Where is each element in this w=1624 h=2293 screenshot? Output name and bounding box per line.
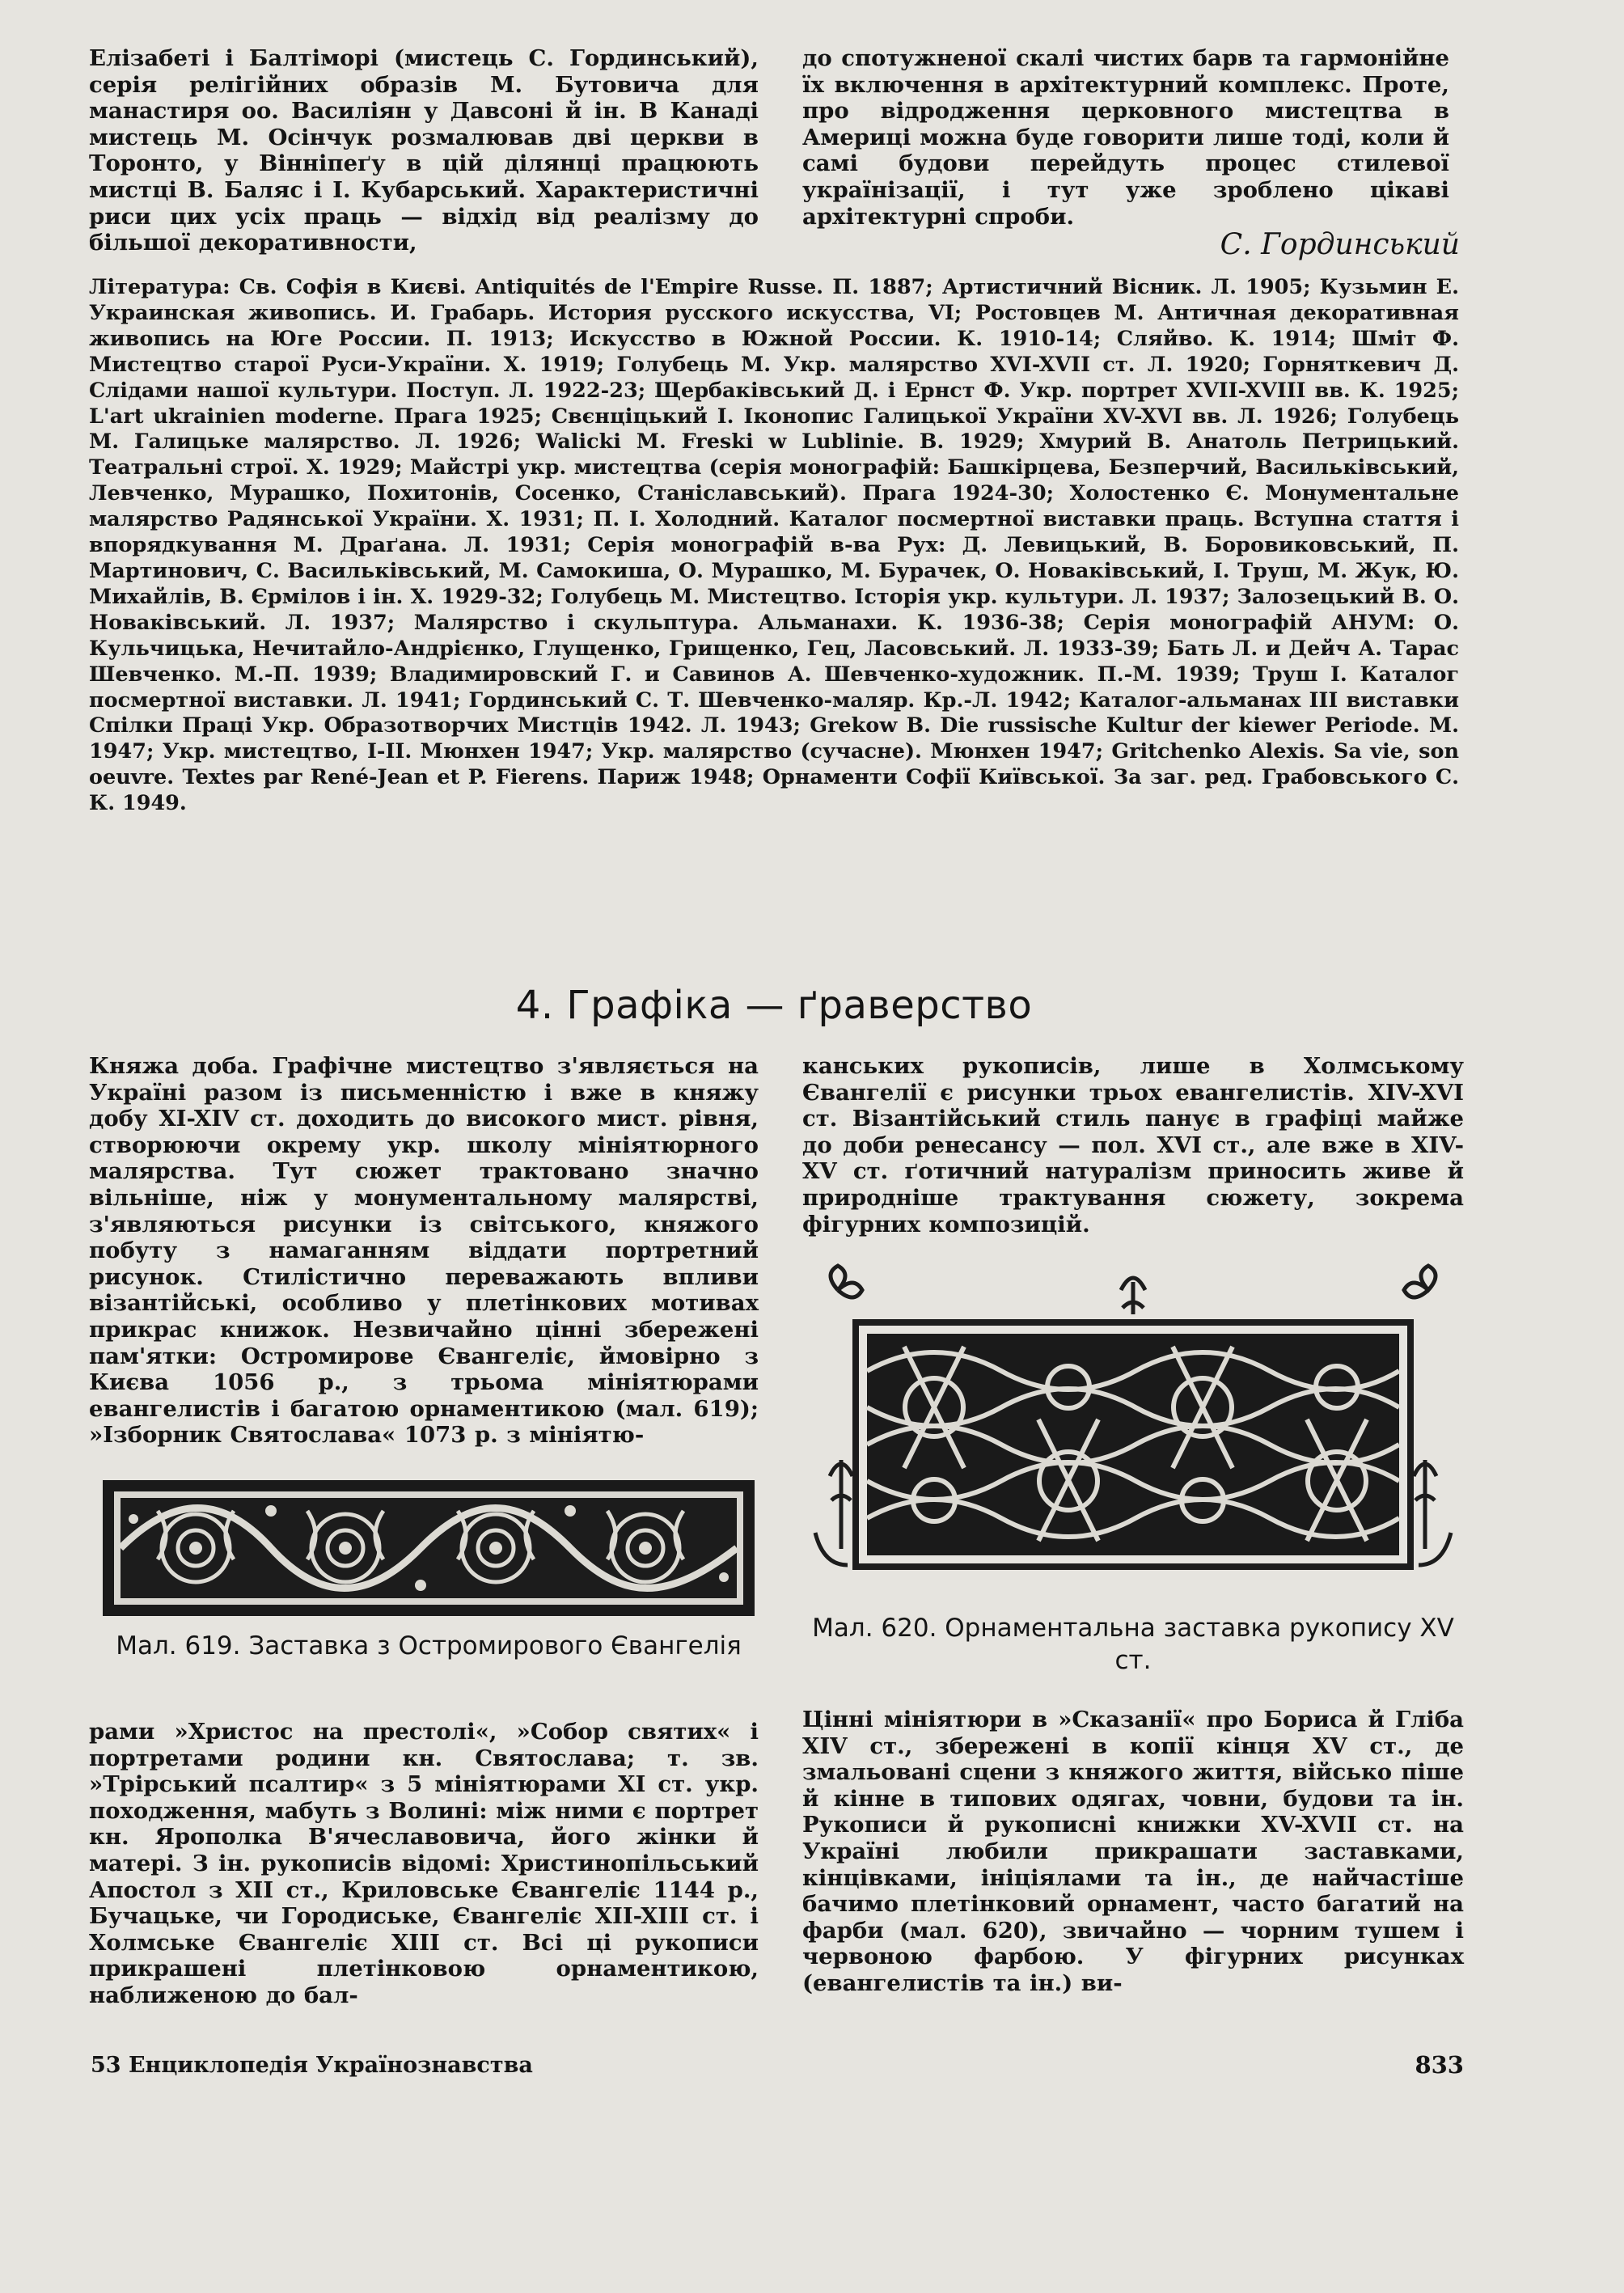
top-left-paragraph: Елізабеті і Балтіморі (мистець С. Гординський), серія релігійних образів М. Бутовича для манастиря оо. Василіян у Давсоні й ін. В Канаді мистець М. Осінчук розмалював дві церкви в Торонто, у Вінніпеґу в цій ділянці працюють мистці В. Баляс і І. Кубарський. Характеристичні риси цих усіх праць — відхід від реалізму до більшої декоративности, — [89, 45, 759, 256]
top-right-paragraph: до спотужненої скалі чистих барв та гармонійне їх включення в архітектурний комплекс. Проте, про відродження церковного мистецтва в Америці можна буде говорити лише тоді, коли й самі будови перейдуть процес стилевої українізації, і тут уже зроблено цікаві архітектурні спроби. — [802, 45, 1449, 230]
figure-620-caption: Мал. 620. Орнаментальна заставка рукопису XV ст. — [812, 1614, 1454, 1675]
ornament-figure-620 — [807, 1258, 1459, 1597]
left-column-paragraph-2: рами »Христос на престолі«, »Собор святих« і портретами родини кн. Святослава; т. зв. »Трірський псалтир« з 5 мініятюрами XI ст. укр. походження, мабуть з Волині: між ними є портрет кн. Ярополка В'ячеславовича, його жінки й матері. З ін. рукописів відомі: Христинопільський Апостол з XII ст., Криловське Євангеліє 1144 р., Бучацьке, чи Городиське, Євангеліє XII-XIII ст. і Холмське Євангеліє XIII ст. Всі ці рукописи прикрашені плетінковою орнаментикою, наближеною до бал- — [89, 1719, 759, 2008]
figure-619-caption: Мал. 619. Заставка з Остромирового Євангелія — [116, 1631, 742, 1661]
author-signature: С. Гординський — [1220, 228, 1460, 261]
section-heading: 4. Графіка — ґраверство — [515, 983, 1033, 1028]
left-column-paragraph-1: Княжа доба. Графічне мистецтво з'являється на Україні разом із письменністю і вже в княжу добу XI-XIV ст. доходить до високого мист. рівня, створюючи окрему укр. школу мініятюрного малярства. Тут сюжет трактовано значно вільніше, ніж у монументальному малярстві, з'являються рисунки із світського, княжого побуту з намаганням віддати портретний рисунок. Стилістично переважають впливи візантійські, особливо у плетінкових мотивах прикрас книжок. Незвичайно цінні збережені пам'ятки: Остромирове Євангеліє, ймовірно з Києва 1056 р., з трьома мініятюрами евангелистів і багатою орнаментикою (мал. 619); »Ізборник Святослава« 1073 р. з мініятю- — [89, 1053, 759, 1449]
footer-volume-label: 53 Енциклопедія Українознавства — [91, 2053, 533, 2078]
page-number: 833 — [1415, 2051, 1464, 2079]
right-column-paragraph-2: Цінні мініятюри в »Сказанії« про Бориса й Гліба XIV ст., збережені в копії кінця XV ст., де змальовані сцени з княжого життя, військо піше й кінне в типових одягах, човни, будови та ін. Рукописи й рукописні книжки XV-XVII ст. на Україні любили прикрашати заставками, кінцівками, ініціялами та ін., де найчастіше бачимо плетінковий орнамент, часто багатий на фарби (мал. 620), звичайно — чорним тушем і червоною фарбою. У фігурних рисунках (евангелистів та ін.) ви- — [802, 1707, 1464, 1996]
right-column-paragraph-1: канських рукописів, лише в Холмському Євангелії є рисунки трьох евангелистів. XIV-XVI ст. Візантійський стиль панує в графіці майже до доби ренесансу — пол. XVI ст., але вже в XIV-XV ст. ґотичний натуралізм приносить живе й природніше трактування сюжету, зокрема фігурних композицій. — [802, 1053, 1464, 1237]
literature-list: Література: Св. Софія в Києві. Antiquités de l'Empire Russe. П. 1887; Артистичний Вісник. Л. 1905; Кузьмин Е. Украинская живопись. И. Грабарь. История русского искусства, VI; Ростовцев М. Античная декоративная живопись на Юге России. П. 1913; Искусство в Южной России. К. 1910-14; Сляйво. К. 1914; Шміт Ф. Мистецтво старої Руси-України. Х. 1919; Голубець М. Укр. малярство XVI-XVII ст. Л. 1920; Горняткевич Д. Слідами нашої культури. Поступ. Л. 1922-23; Щербаківський Д. і Ернст Ф. Укр. портрет XVII-XVIII вв. К. 1925; L'art ukrainien moderne. Прага 1925; Свєнціцький І. Іконопис Галицької України XV-XVI вв. Л. 1926; Голубець М. Галицьке малярство. Л. 1926; Walicki M. Freski w Lublinie. В. 1929; Хмурий В. Анатоль Петрицький. Театральні строї. Х. 1929; Майстрі укр. мистецтва (серія монографій: Башкірцева, Безперчий, Васильківський, Левченко, Мурашко, Похитонів, Сосенко, Станіславський). Прага 1924-30; Холостенко Є. Монументальне малярство Радянської України. Х. 1931; П. І. Холодний. Каталог посмертної виставки праць. Вступна стаття і впорядкування М. Драґана. Л. 1931; Серія монографій в-ва Рух: Д. Левицький, В. Боровиковський, П. Мартинович, С. Васильківський, М. Самокиша, О. Мурашко, М. Бурачек, О. Новаківський, І. Труш, М. Жук, Ю. Михайлів, В. Єрмілов і ін. Х. 1929-32; Голубець М. Мистецтво. Історія укр. культури. Л. 1937; Залозецький В. О. Новаківський. Л. 1937; Малярство і скульптура. Альманахи. К. 1936-38; Серія монографій АНУМ: О. Кульчицька, Нечитайло-Андрієнко, Глущенко, Грищенко, Гец, Ласовський. Л. 1933-39; Бать Л. и Дейч А. Тарас Шевченко. М.-П. 1939; Владимировский Г. и Савинов А. Шевченко-художник. П.-М. 1939; Труш І. Каталог посмертної виставки. Л. 1941; Гординський С. Т. Шевченко-маляр. Кр.-Л. 1942; Каталог-альманах III виставки Спілки Праці Укр. Образотворчих Мистців 1942. Л. 1943; Grekow B. Die russische Kultur der kiewer Periode. М. 1947; Укр. мистецтво, I-II. Мюнхен 1947; Укр. малярство (сучасне). Мюнхен 1947; Gritchenko Alexis. Sa vie, son oeuvre. Textes par René-Jean et P. Fierens. Париж 1948; Орнаменти Софії Київської. За заг. ред. Грабовського С. К. 1949. — [89, 275, 1459, 816]
ornament-figure-619 — [101, 1479, 756, 1618]
